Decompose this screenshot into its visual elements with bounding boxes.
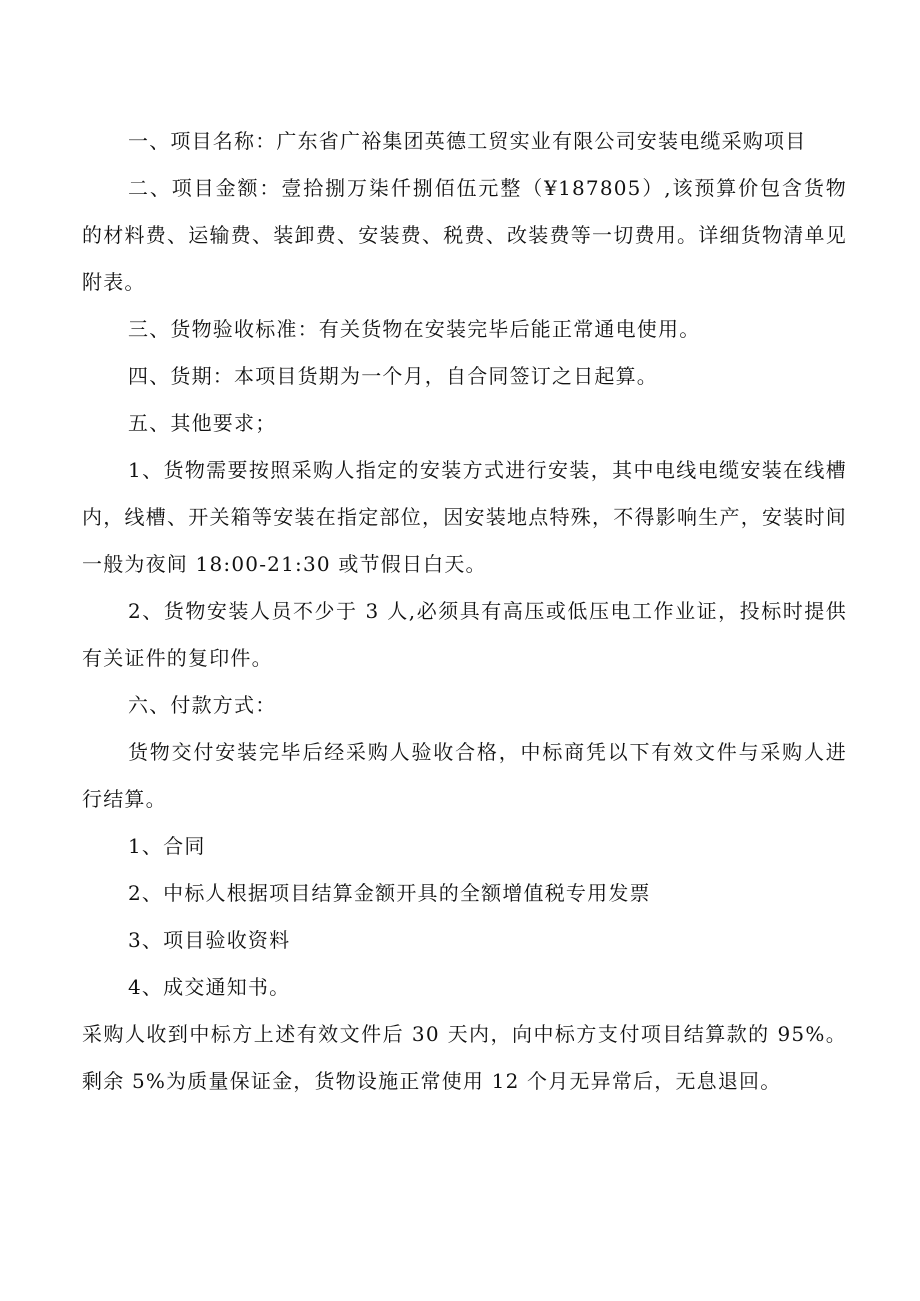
list-item-contract: 1、合同: [128, 834, 206, 858]
list-item-award-notice: 4、成交通知书。: [128, 975, 291, 999]
paragraph-project-amount: 二、项目金额：壹拾捌万柒仟捌佰伍元整（¥187805）,该预算价包含货物的材料费、运输费、装卸费、安装费、税费、改装费等一切费用。详细货物清单见附表。: [82, 176, 847, 294]
paragraph-acceptance-standard: 三、货物验收标准：有关货物在安装完毕后能正常通电使用。: [128, 317, 701, 341]
paragraph-other-requirements-heading: 五、其他要求；: [128, 411, 277, 435]
list-item-invoice: 2、中标人根据项目结算金额开具的全额增值税专用发票: [128, 881, 651, 905]
document-body: [82, 118, 847, 1105]
list-item-acceptance-docs: 3、项目验收资料: [128, 928, 291, 952]
paragraph-project-name: 一、项目名称：广东省广裕集团英德工贸实业有限公司安装电缆采购项目: [128, 129, 807, 153]
paragraph-payment-heading: 六、付款方式：: [128, 693, 277, 717]
paragraph-delivery-period: 四、货期：本项目货期为一个月，自合同签订之日起算。: [128, 364, 658, 388]
paragraph-payment-terms: 采购人收到中标方上述有效文件后 30 天内，向中标方支付项目结算款的 95%。剩余 5%为质量保证金，货物设施正常使用 12 个月无异常后，无息退回。: [82, 1022, 847, 1093]
paragraph-requirement-2: 2、货物安装人员不少于 3 人,必须具有高压或低压电工作业证，投标时提供有关证件的复印件。: [82, 599, 847, 670]
paragraph-requirement-1: 1、货物需要按照采购人指定的安装方式进行安装，其中电线电缆安装在线槽内，线槽、开关箱等安装在指定部位，因安装地点特殊，不得影响生产，安装时间一般为夜间 18:00-21:30 或节假日白天。: [82, 458, 847, 576]
paragraph-payment-intro: 货物交付安装完毕后经采购人验收合格，中标商凭以下有效文件与采购人进行结算。: [82, 740, 847, 811]
